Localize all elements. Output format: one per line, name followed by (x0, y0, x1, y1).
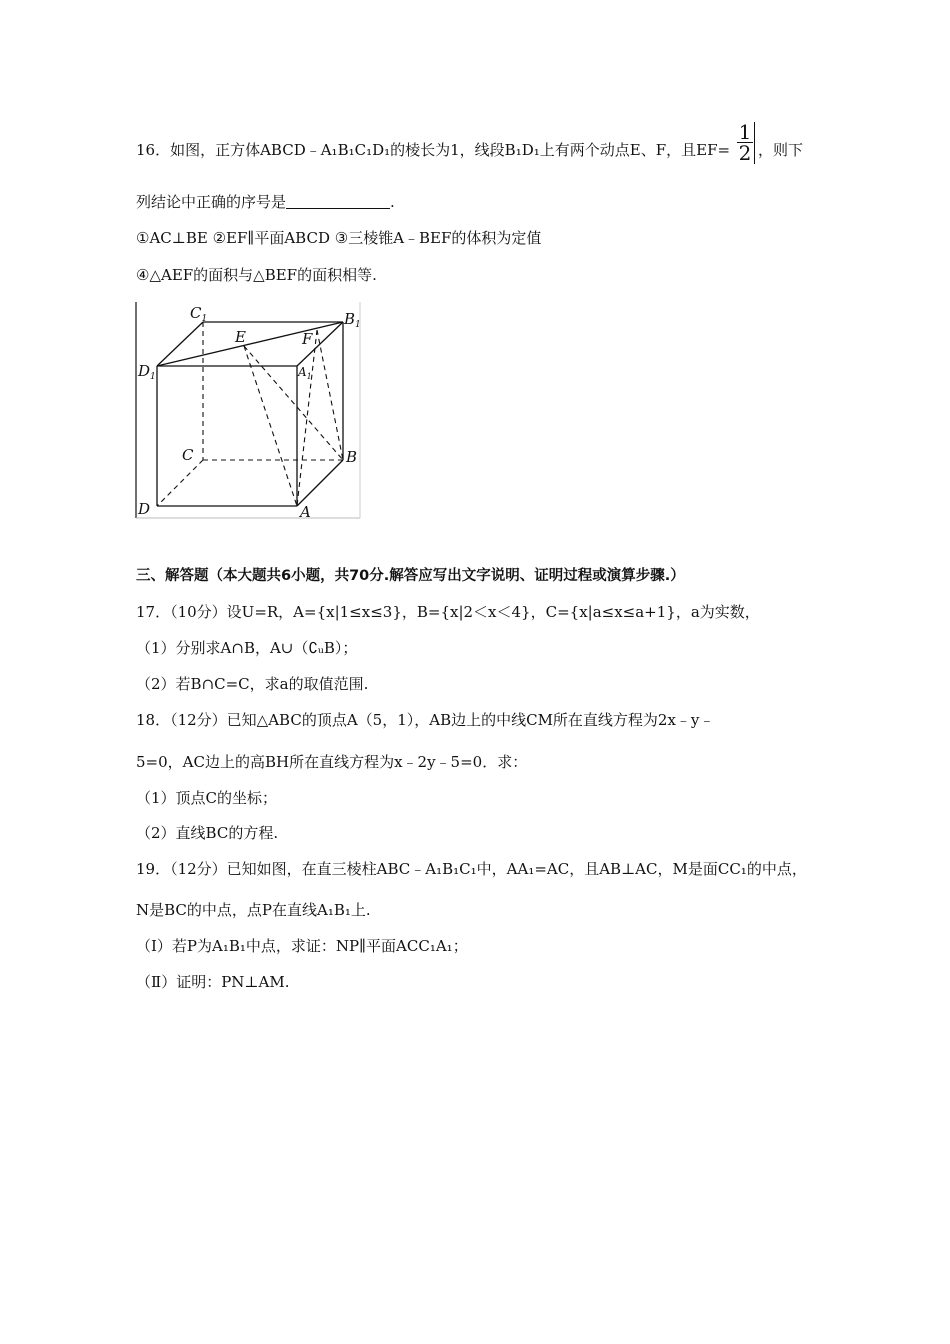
q17-line1: 17．（10分）设U=R，A={x|1≤x≤3}，B={x|2＜x＜4}，C={x|a≤x≤a+1}，a为实数， (136, 603, 760, 621)
fraction-denominator: 2 (738, 141, 752, 165)
cube-figure (134, 300, 362, 522)
q16-line1-text: 16．如图，正方体ABCD﹣A₁B₁C₁D₁的棱长为1，线段B₁D₁上有两个动点E、F，且EF= (136, 141, 731, 159)
q16-line4: ④△AEF的面积与△BEF的面积相等. (136, 266, 377, 284)
q19-line2: N是BC的中点，点P在直线A₁B₁上. (136, 901, 371, 919)
hidden-edge-C-D (157, 460, 203, 506)
q17-line3: （2）若B∩C=C，求a的取值范围. (136, 675, 369, 693)
q19-line1: 19．（12分）已知如图，在直三棱柱ABC﹣A₁B₁C₁中，AA₁=AC，且AB⊥AC，M是面CC₁的中点， (136, 860, 807, 878)
dashed-E-B (244, 346, 343, 460)
label-A1: $A_1$ (298, 365, 312, 381)
q16-line1 (136, 140, 730, 160)
q18-line1: 18．（12分）已知△ABC的顶点A（5，1），AB边上的中线CM所在直线方程为2x﹣y﹣ (136, 711, 715, 729)
label-F: F (302, 330, 313, 348)
q16-line1-end (758, 140, 803, 160)
q16-line2-end: . (390, 193, 395, 211)
q17-line2: （1）分别求A∩B，A∪（∁ᵤB）； (136, 639, 358, 657)
fraction-numerator: 1 (738, 120, 752, 144)
q16-line3: ①AC⊥BE ②EF∥平面ABCD ③三棱锥A﹣BEF的体积为定值 (136, 229, 542, 247)
q16-line2-text: 列结论中正确的序号是 (136, 193, 287, 211)
label-D1: $D_1$ (138, 362, 156, 382)
ef-fraction (737, 122, 753, 163)
dashed-E-A (244, 346, 297, 506)
edge-A-B (297, 460, 343, 506)
q16-line2 (136, 192, 395, 212)
label-C: C (182, 446, 194, 464)
edge-D1-C1 (157, 322, 203, 366)
section3-heading: 三、解答题（本大题共6小题，共70分.解答应写出文字说明、证明过程或演算步骤.） (136, 568, 685, 584)
label-E: E (235, 328, 246, 346)
q19-line4: （Ⅱ）证明：PN⊥AM. (136, 973, 290, 991)
fraction-bar-mark (754, 122, 755, 164)
q18-line4: （2）直线BC的方程. (136, 824, 279, 842)
answer-blank (286, 194, 390, 209)
q18-line3: （1）顶点C的坐标； (136, 789, 278, 807)
q19-line3: （Ⅰ）若P为A₁B₁中点，求证：NP∥平面ACC₁A₁； (136, 937, 468, 955)
label-C1: $C_1$ (190, 304, 208, 324)
label-B: B (346, 448, 358, 466)
label-B1: $B_1$ (344, 310, 361, 330)
diagonal-D1-B1 (157, 322, 343, 366)
q18-line2: 5=0，AC边上的高BH所在直线方程为x﹣2y﹣5=0．求： (136, 753, 528, 771)
label-A: A (300, 503, 311, 521)
dashed-F-B (317, 330, 343, 460)
label-D: D (138, 500, 151, 518)
q16-line1-end-text: ，则下 (758, 141, 804, 159)
